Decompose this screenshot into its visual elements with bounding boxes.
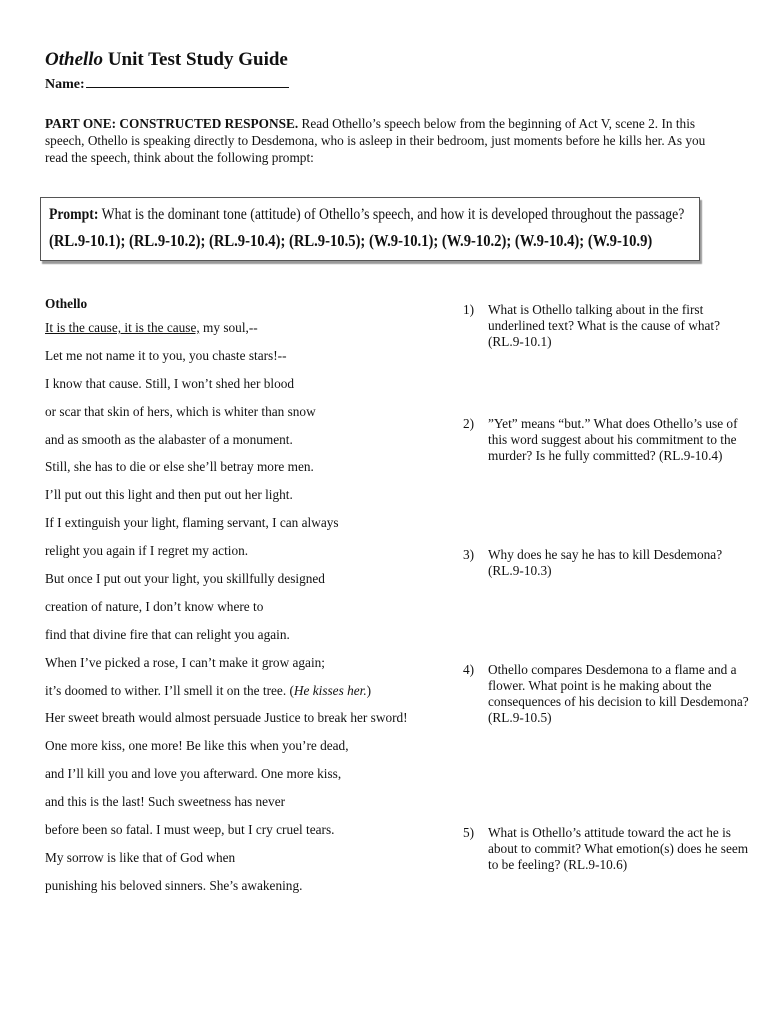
speech-line: find that divine fire that can relight you again.: [45, 626, 290, 642]
name-field-row: [45, 75, 289, 94]
name-blank-line: [86, 75, 289, 88]
question-5: [463, 825, 753, 873]
speech-line: When I’ve picked a rose, I can’t make it grow again;: [45, 654, 325, 670]
question-number: 5): [463, 825, 475, 840]
speech-line-start: it’s doomed to wither. I’ll smell it on the tree. (: [45, 682, 294, 698]
question-number: 4): [463, 662, 475, 677]
speech-line: relight you again if I regret my action.: [45, 543, 249, 559]
speech-line: before been so fatal. I must weep, but I cry cruel tears.: [45, 822, 335, 838]
speech-line: punishing his beloved sinners. She’s awakening.: [45, 877, 303, 893]
speech-line: If I extinguish your light, flaming servant, I can always: [45, 515, 339, 531]
prompt-label: Prompt:: [49, 206, 99, 223]
prompt-question-line: [49, 205, 684, 225]
page-title: [45, 48, 288, 72]
speech-line: One more kiss, one more! Be like this when you’re dead,: [45, 738, 349, 754]
question-text: What is Othello talking about in the first underlined text? What is the cause of what? (RL.9-10.1): [488, 302, 720, 349]
stage-direction: He kisses her.: [293, 682, 367, 698]
question-number: 2): [463, 416, 475, 431]
question-text: ”Yet” means “but.” What does Othello’s use of this word suggest about his commitment to the murder? Is he fully committed? (RL.9-10.4): [488, 416, 738, 463]
speech-line: But once I put out your light, you skillfully designed: [45, 571, 325, 587]
speech-line: My sorrow is like that of God when: [45, 849, 236, 865]
speech-line-end: ): [366, 682, 372, 698]
speech-passage: [45, 319, 445, 905]
speech-line: and I’ll kill you and love you afterward. One more kiss,: [45, 766, 342, 782]
speech-line-rest: my soul,--: [199, 320, 258, 335]
question-1: [463, 302, 753, 350]
speech-line: Her sweet breath would almost persuade Justice to break her sword!: [45, 710, 408, 726]
speaker-name: Othello: [45, 296, 88, 311]
question-2: [463, 416, 753, 464]
title-rest: Unit Test Study Guide: [103, 49, 288, 70]
part-one-instructions: [45, 115, 725, 166]
question-3: [463, 547, 753, 579]
prompt-standards: (RL.9-10.1); (RL.9-10.2); (RL.9-10.4); (RL.9-10.5); (W.9-10.1); (W.9-10.2); (W.9-10.4); (W.9-10.9): [49, 231, 653, 250]
speech-line: [45, 319, 445, 347]
question-text: Othello compares Desdemona to a flame and a flower. What point is he making about the consequences of his decision to kill Desdemona? (RL.9-10.5): [488, 662, 749, 725]
speech-line: [45, 682, 445, 710]
speech-line: and as smooth as the alabaster of a monument.: [45, 431, 293, 447]
question-number: 3): [463, 547, 475, 562]
question-number: 1): [463, 302, 475, 317]
name-label: Name:: [45, 77, 85, 92]
question-text: Why does he say he has to kill Desdemona? (RL.9-10.3): [488, 547, 723, 578]
title-play-name: Othello: [45, 49, 104, 70]
question-text: What is Othello’s attitude toward the act he is about to commit? What emotion(s) does he seem to be feeling? (RL.9-10.6): [488, 825, 749, 872]
prompt-box: [40, 197, 700, 261]
speech-line: I know that cause. Still, I won’t shed her blood: [45, 375, 295, 391]
speech-line: creation of nature, I don’t know where to: [45, 598, 264, 614]
prompt-question: What is the dominant tone (attitude) of Othello’s speech, and how it is developed throughout the passage?: [98, 206, 685, 223]
speech-line: and this is the last! Such sweetness has never: [45, 794, 286, 810]
speech-line: Still, she has to die or else she’ll betray more men.: [45, 459, 314, 475]
part-one-label: PART ONE: CONSTRUCTED RESPONSE.: [45, 116, 299, 131]
speech-line: Let me not name it to you, you chaste stars!--: [45, 347, 287, 363]
underlined-text: It is the cause, it is the cause,: [45, 320, 200, 335]
part-one-text: Read Othello’s speech below from the beginning of Act V, scene 2. In this speech, Othello is speaking directly to Desdemona, who is asleep in their bedroom, just moments before he kills her. As you read the speech, think about the following prompt:: [45, 116, 706, 165]
speech-line: or scar that skin of hers, which is whiter than snow: [45, 403, 316, 419]
question-4: [463, 662, 753, 726]
speech-line: I’ll put out this light and then put out her light.: [45, 487, 293, 503]
